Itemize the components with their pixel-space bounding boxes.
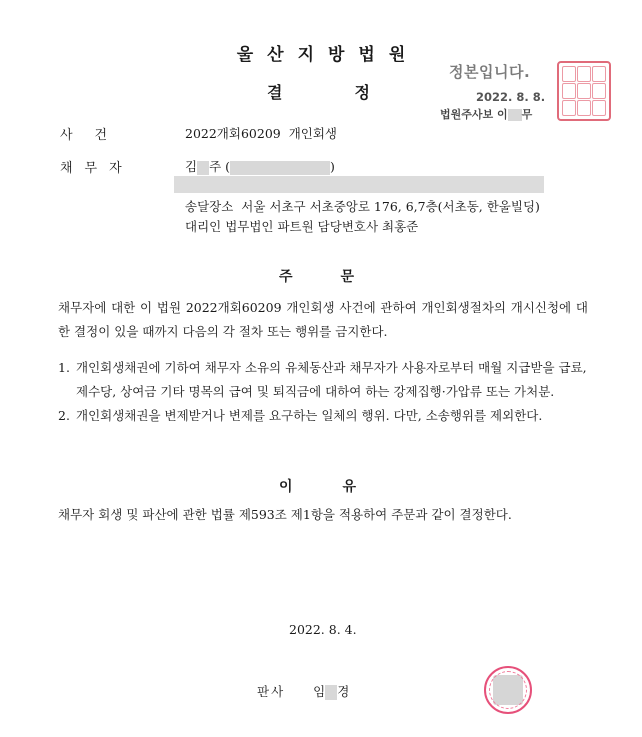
document-type xyxy=(267,80,370,103)
case-number: 2022개회60209 xyxy=(185,126,281,141)
reason-heading-char-1: 이 xyxy=(279,479,293,495)
list-item-number: 2. xyxy=(58,408,70,423)
debtor-id-close: ) xyxy=(330,159,335,174)
order-text: 채무자에 대한 이 법원 2022개회60209 개인회생 사건에 관하여 개인회생절차의 개시신청에 대한 결정이 있을 때까지 다음의 각 절차 또는 행위를 금지한다. xyxy=(58,300,588,339)
decision-date: 2022. 8. 4. xyxy=(289,622,357,637)
list-item xyxy=(58,356,588,404)
order-list xyxy=(58,356,588,428)
certification-clerk xyxy=(440,106,532,122)
debtor-id-open: ( xyxy=(225,159,231,174)
judge-signature xyxy=(257,682,349,700)
address-redaction-box xyxy=(174,176,544,193)
court-seal-square xyxy=(557,61,611,121)
redaction-box xyxy=(197,161,209,175)
judge-title: 판사 xyxy=(257,684,286,699)
debtor-value xyxy=(185,157,335,175)
order-heading-char-1: 주 xyxy=(279,269,293,285)
case-label: 사건 xyxy=(60,128,130,143)
document-type-char-2: 정 xyxy=(354,83,370,102)
order-heading-char-2: 문 xyxy=(340,269,355,285)
certification-text: 정본입니다. xyxy=(449,63,531,81)
judge-name-first: 임 xyxy=(313,684,326,699)
document-type-char-1: 결 xyxy=(267,83,283,102)
list-item-text: 개인회생채권을 변제받거나 변제를 요구하는 일체의 행위. 다만, 소송행위를 제외한다. xyxy=(76,408,543,423)
debtor-name-last: 주 xyxy=(209,159,222,174)
clerk-name-prefix: 법원주사보 이 xyxy=(440,108,508,121)
legal-agent: 대리인 법무법인 파트원 담당변호사 최홍준 xyxy=(185,219,419,234)
order-heading xyxy=(279,266,354,286)
debtor-name-first: 김 xyxy=(185,159,198,174)
case-value xyxy=(185,124,337,142)
reason-heading xyxy=(279,476,356,496)
list-item xyxy=(58,404,588,428)
list-item-text: 개인회생채권에 기하여 채무자 소유의 유체동산과 채무자가 사용자로부터 매월 지급받을 급료, 제수당, 상여금 기타 명목의 급여 및 퇴직금에 대하여 하는 강제집행·가압류 또는 가처분. xyxy=(76,360,587,399)
clerk-name-suffix: 무 xyxy=(521,108,533,121)
certification-date: 2022. 8. 8. xyxy=(476,90,546,104)
court-name: 울산지방법원 xyxy=(236,45,420,65)
redaction-box xyxy=(230,161,330,175)
judge-name-last: 경 xyxy=(337,684,350,699)
service-address: 송달장소 서울 서초구 서초중앙로 176, 6,7층(서초동, 한울빌딩) xyxy=(185,199,540,214)
redaction-box xyxy=(508,109,522,121)
list-item-number: 1. xyxy=(58,360,70,375)
judge-seal-round xyxy=(484,666,532,714)
redaction-box xyxy=(325,685,337,700)
reason-text: 채무자 회생 및 파산에 관한 법률 제593조 제1항을 적용하여 주문과 같이 결정한다. xyxy=(58,507,512,522)
debtor-label: 채무자 xyxy=(60,161,134,176)
case-type: 개인회생 xyxy=(288,126,337,141)
reason-heading-char-2: 유 xyxy=(342,479,357,495)
